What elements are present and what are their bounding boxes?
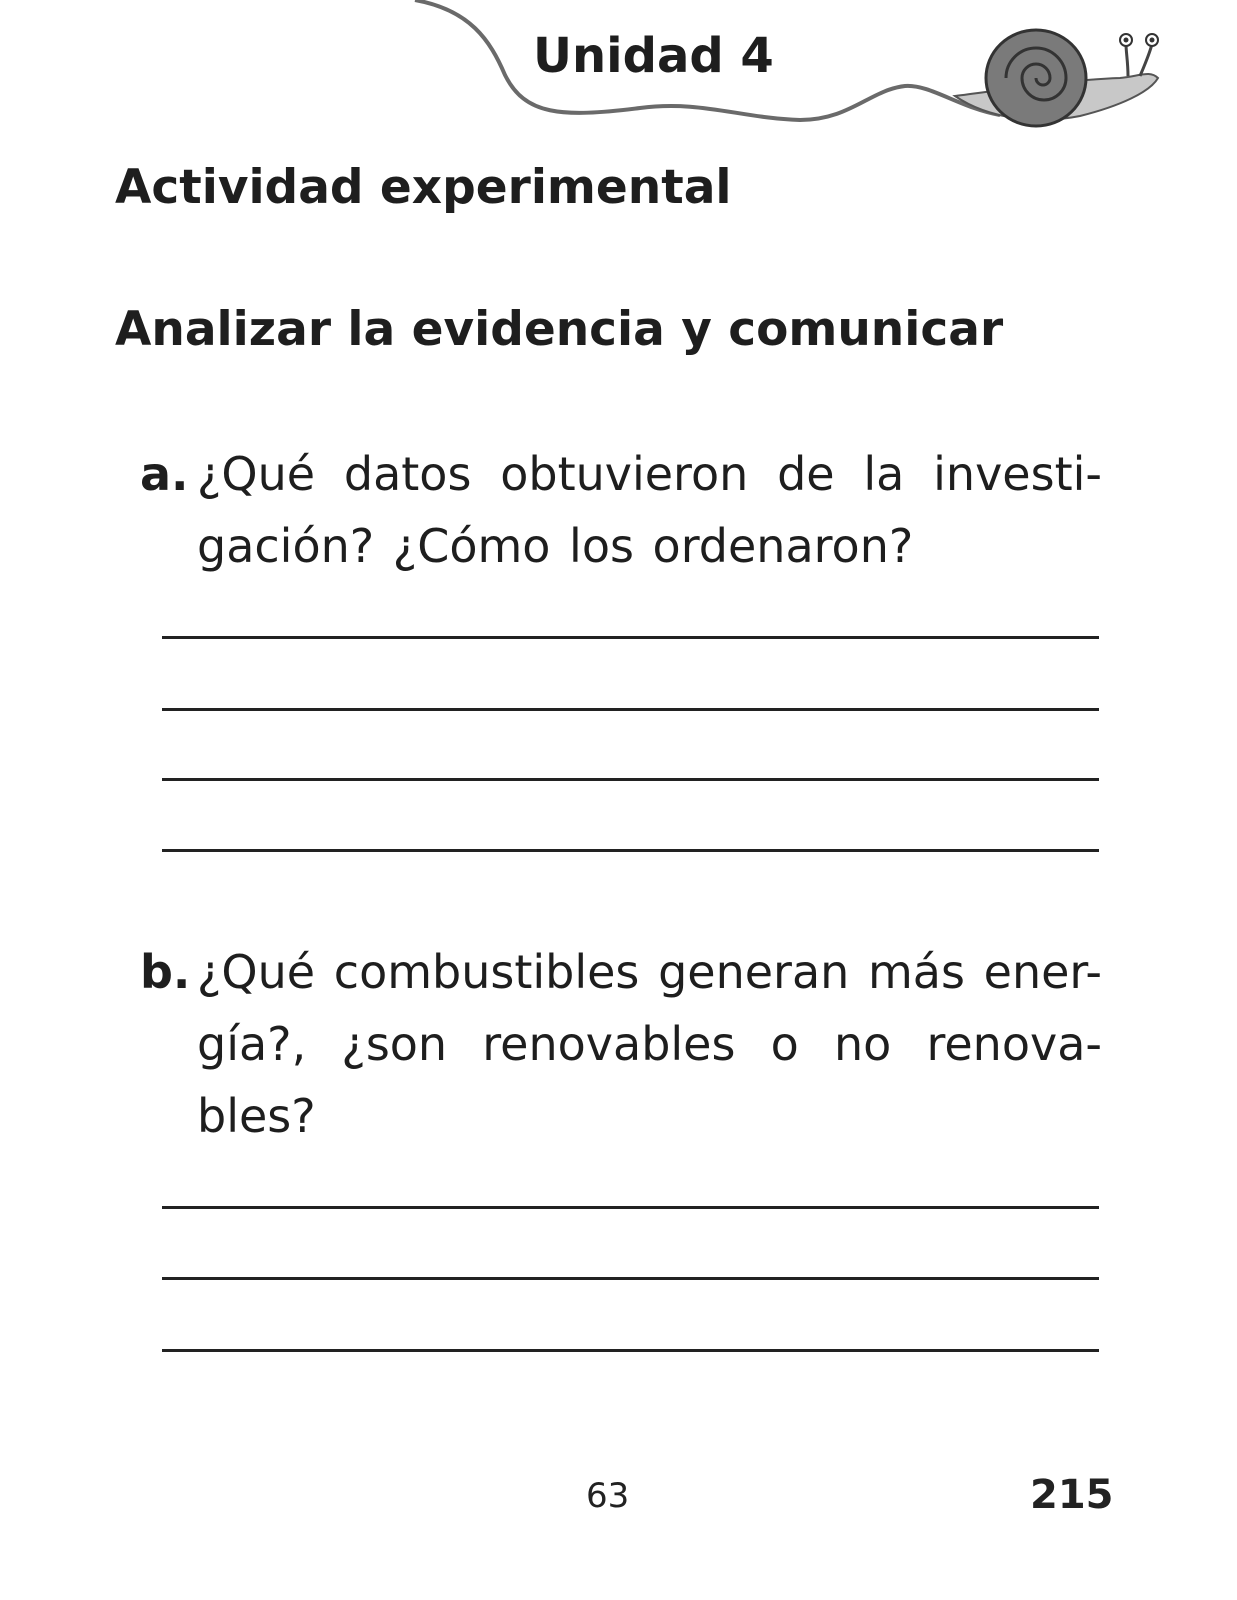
answer-line-b2[interactable] bbox=[162, 1277, 1099, 1280]
question-b-letter: b. bbox=[140, 945, 191, 999]
unit-title: Unidad 4 bbox=[533, 28, 774, 84]
answer-line-a4[interactable] bbox=[162, 849, 1099, 852]
answer-line-b3[interactable] bbox=[162, 1349, 1099, 1352]
section-title: Analizar la evidencia y comunicar bbox=[115, 302, 1004, 357]
question-a bbox=[140, 438, 1102, 582]
snail-icon bbox=[955, 30, 1158, 126]
answer-line-a1[interactable] bbox=[162, 636, 1099, 639]
page-number: 215 bbox=[1030, 1472, 1114, 1518]
question-b bbox=[140, 936, 1102, 1152]
question-a-letter: a. bbox=[140, 447, 189, 501]
activity-title: Actividad experimental bbox=[115, 160, 732, 215]
answer-line-a2[interactable] bbox=[162, 708, 1099, 711]
question-a-text: ¿Qué datos obtuvieron de la investi-gación? ¿Cómo los ordenaron? bbox=[197, 447, 1102, 573]
answer-line-b1[interactable] bbox=[162, 1206, 1099, 1209]
footer-center-number: 63 bbox=[586, 1476, 630, 1516]
question-b-text: ¿Qué combustibles generan más ener-gía?, ¿son renovables o no renova-bles? bbox=[197, 945, 1102, 1143]
answer-line-a3[interactable] bbox=[162, 778, 1099, 781]
